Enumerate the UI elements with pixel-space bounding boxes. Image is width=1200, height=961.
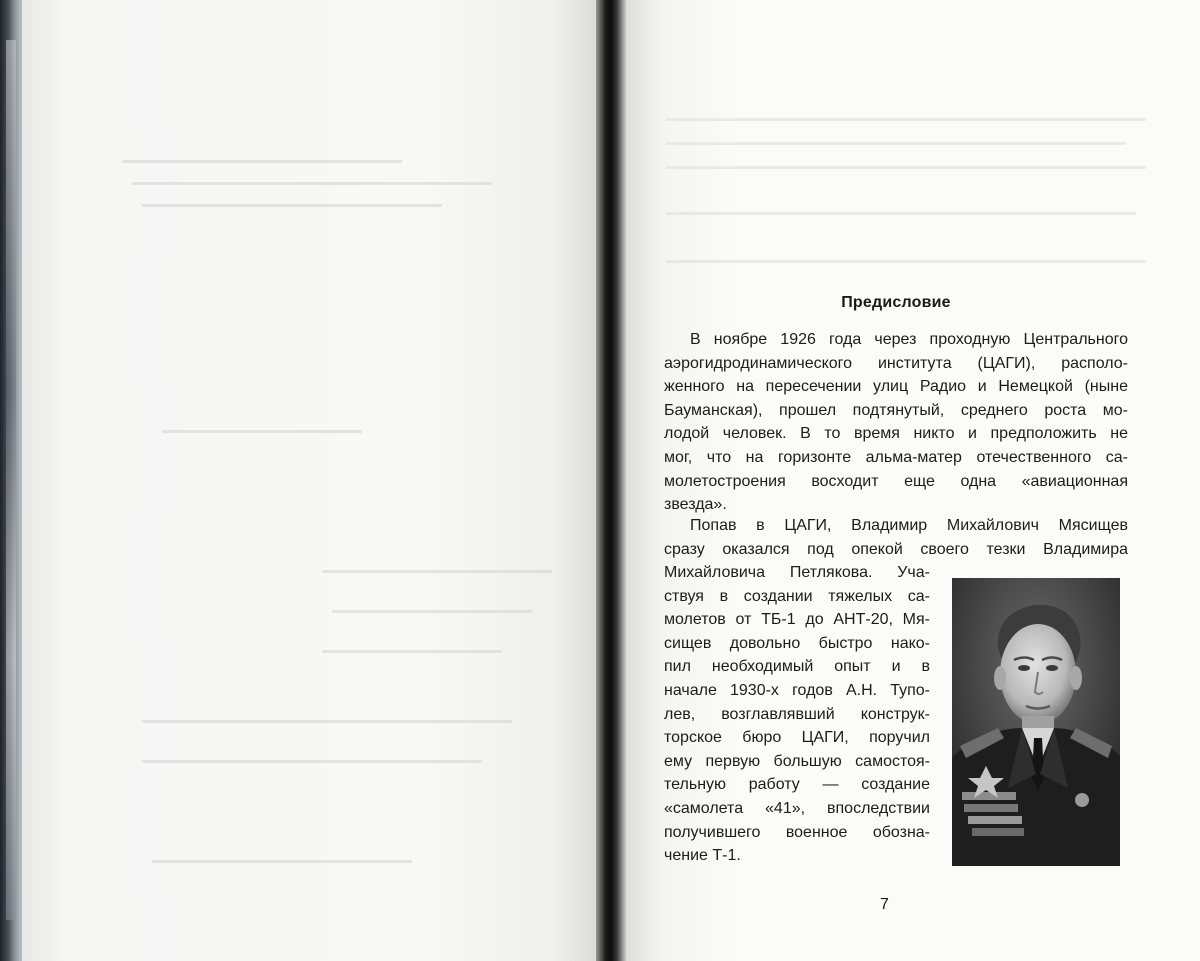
text-line: ствуя в создании тяжелых са-	[664, 587, 930, 605]
text-line: Бауманская), прошел подтянутый, среднего роста мо-	[664, 401, 1128, 419]
text-line: начале 1930-х годов А.Н. Тупо-	[664, 681, 930, 699]
show-through-line	[322, 570, 552, 573]
paragraph-2-full-width	[664, 514, 1128, 561]
show-through-line	[666, 142, 1126, 145]
page-number: 7	[880, 896, 889, 913]
text-line: молетостроения восходит еще одна «авиационная	[664, 472, 1128, 490]
paragraph-1	[664, 328, 1128, 517]
show-through-line	[142, 204, 442, 207]
show-through-line	[132, 182, 492, 185]
text-line: аэрогидродинамического института (ЦАГИ), располо-	[664, 354, 1128, 372]
text-line: молетов от ТБ-1 до АНТ-20, Мя-	[664, 611, 930, 629]
show-through-line	[152, 860, 412, 863]
text-line: пил необходимый опыт и в	[664, 658, 930, 676]
text-line: лодой человек. В то время никто и предположить не	[664, 425, 1128, 443]
left-page-blank	[22, 0, 600, 961]
text-line: Попав в ЦАГИ, Владимир Михайлович Мясищев	[690, 517, 1128, 534]
text-line: «самолета «41», впоследствии	[664, 799, 930, 817]
show-through-line	[666, 212, 1136, 215]
chapter-title: Предисловие	[841, 294, 951, 311]
show-through-line	[322, 650, 502, 653]
text-line: В ноябре 1926 года через проходную Центрального	[690, 331, 1128, 348]
paragraph-2-wrapped-column	[664, 561, 930, 868]
book-cover-edge	[0, 0, 24, 961]
text-line: чение Т-1.	[664, 847, 741, 865]
show-through-line	[666, 166, 1146, 169]
book-gutter	[596, 0, 630, 961]
show-through-line	[332, 610, 532, 613]
show-through-line	[666, 260, 1146, 263]
text-line: тельную работу — создание	[664, 776, 930, 794]
show-through-line	[162, 430, 362, 433]
text-line: сищев довольно быстро нако-	[664, 634, 930, 652]
text-line: получившего военное обозна-	[664, 823, 930, 841]
show-through-line	[666, 118, 1146, 121]
text-line: Михайловича Петлякова. Уча-	[664, 564, 930, 581]
text-line: звезда».	[664, 496, 727, 514]
portrait-photo-icon	[952, 578, 1120, 866]
show-through-line	[142, 760, 482, 763]
text-line: торское бюро ЦАГИ, поручил	[664, 729, 930, 747]
text-line: женного на пересечении улиц Радио и Немецкой (ныне	[664, 378, 1128, 396]
show-through-line	[122, 160, 402, 163]
text-line: лев, возглавлявший конструк-	[664, 705, 930, 723]
text-line: ему первую большую самостоя-	[664, 752, 930, 770]
text-line: мог, что на горизонте альма-матер отечественного са-	[664, 448, 1128, 466]
text-line: сразу оказался под опекой своего тезки Владимира	[664, 540, 1128, 558]
show-through-line	[142, 720, 512, 723]
